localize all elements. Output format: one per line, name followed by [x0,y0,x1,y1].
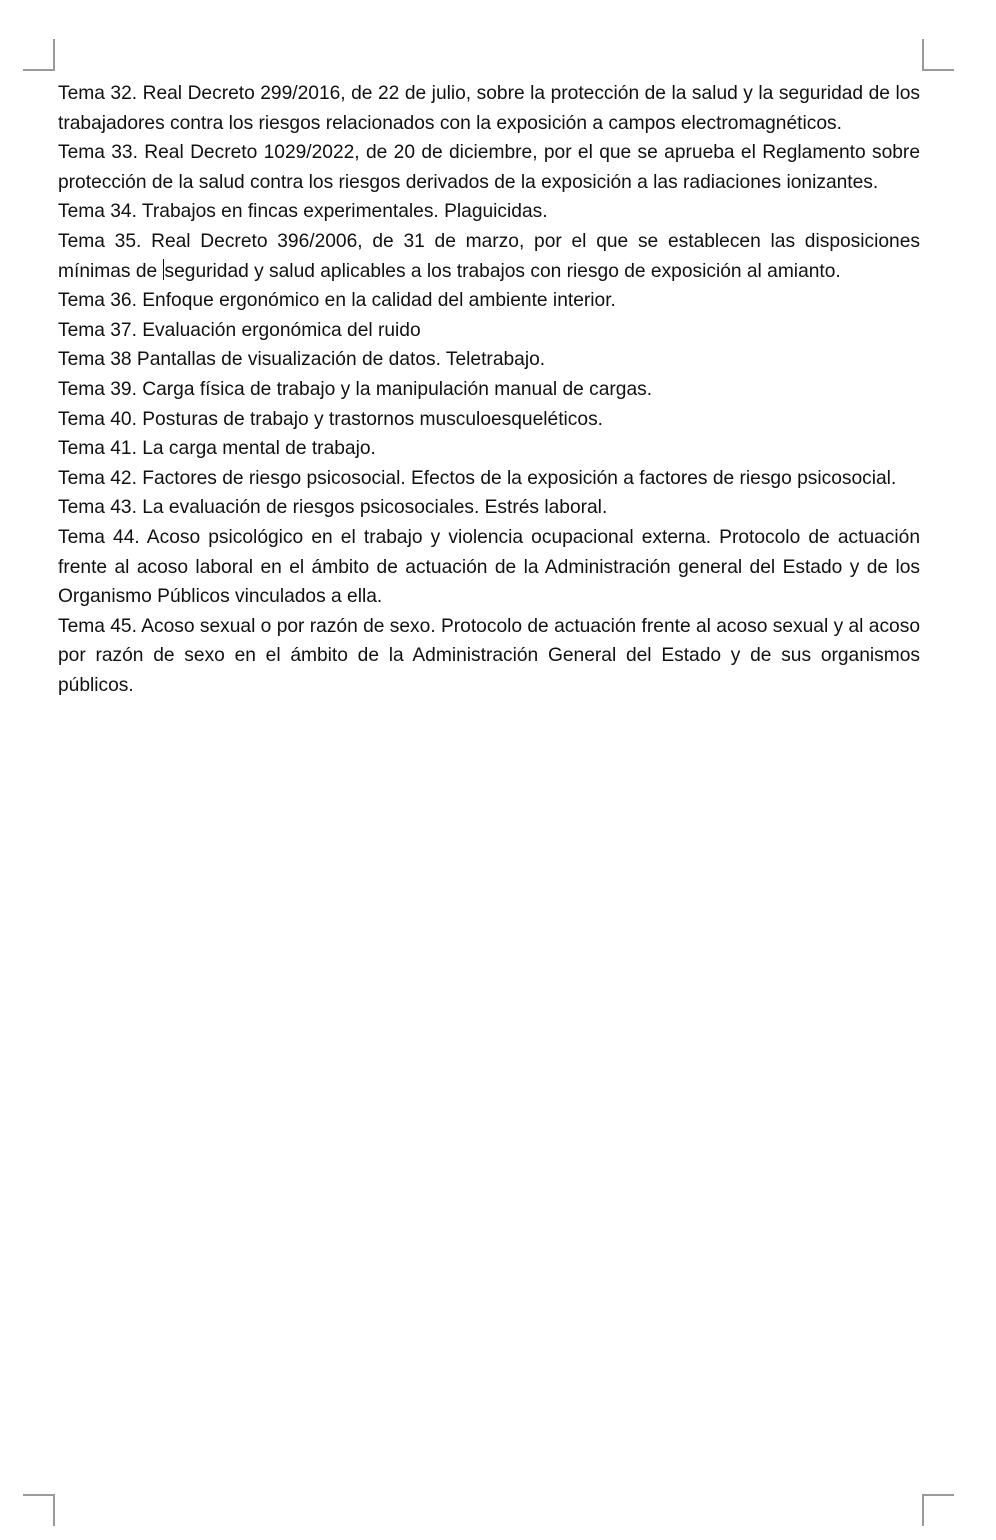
paragraph-tema-39[interactable]: Tema 39. Carga física de trabajo y la manipulación manual de cargas. [58,378,653,400]
paragraph-tema-35-start: Tema 35. Real Decreto 396/2006, de 31 de marzo, por el que se establecen las disposiciones mínimas de [58,230,920,282]
paragraph-tema-44[interactable]: Tema 44. Acoso psicológico en el trabajo y violencia ocupacional externa. Protocolo de actuación frente al acoso laboral en el ámbito de actuación de la Administración general del Estado y de los Organismo Públicos vinculados a ella. [58,526,920,608]
document-body[interactable] [58,79,920,700]
paragraph-tema-34[interactable]: Tema 34. Trabajos en fincas experimentales. Plaguicidas. [58,201,548,223]
crop-mark-top-left [23,39,55,71]
paragraph-tema-40[interactable]: Tema 40. Posturas de trabajo y trastornos musculoesqueléticos. [58,408,603,430]
paragraph-tema-45[interactable]: Tema 45. Acoso sexual o por razón de sexo. Protocolo de actuación frente al acoso sexual y al acoso por razón de sexo en el ámbito de la Administración General del Estado y de sus organismos públicos. [58,615,920,696]
paragraph-tema-33[interactable]: Tema 33. Real Decreto 1029/2022, de 20 de diciembre, por el que se aprueba el Reglamento sobre protección de la salud contra los riesgos derivados de la exposición a las radiaciones ionizantes. [58,142,920,193]
paragraph-tema-42[interactable]: Tema 42. Factores de riesgo psicosocial. Efectos de la exposición a factores de riesgo psicosocial. [58,467,897,489]
crop-mark-bottom-left [23,1494,55,1526]
paragraph-tema-36[interactable]: Tema 36. Enfoque ergonómico en la calidad del ambiente interior. [58,290,616,312]
paragraph-tema-32[interactable]: Tema 32. Real Decreto 299/2016, de 22 de julio, sobre la protección de la salud y la seguridad de los trabajadores contra los riesgos relacionados con la exposición a campos electromagnéticos. [58,83,920,134]
paragraph-tema-35[interactable] [58,227,920,286]
paragraph-tema-38[interactable]: Tema 38 Pantallas de visualización de datos. Teletrabajo. [58,349,546,371]
paragraph-tema-41[interactable]: Tema 41. La carga mental de trabajo. [58,438,376,460]
paragraph-tema-35-end: seguridad y salud aplicables a los trabajos con riesgo de exposición al amianto. [164,260,841,282]
text-cursor [163,259,164,280]
paragraph-tema-43[interactable]: Tema 43. La evaluación de riesgos psicosociales. Estrés laboral. [58,497,608,519]
crop-mark-bottom-right [922,1494,954,1526]
crop-mark-top-right [922,39,954,71]
paragraph-tema-37[interactable]: Tema 37. Evaluación ergonómica del ruido [58,319,421,341]
